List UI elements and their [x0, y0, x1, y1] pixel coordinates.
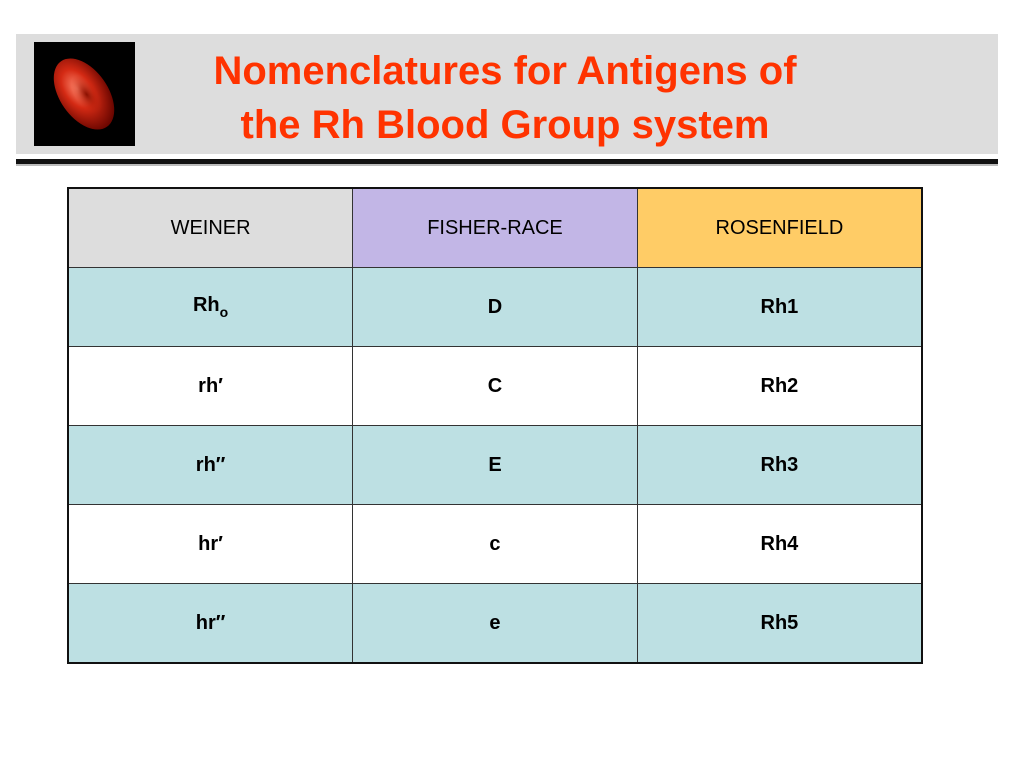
- weiner-cell: hr′: [68, 505, 353, 584]
- weiner-cell: [68, 268, 353, 347]
- header-divider-shadow: [16, 164, 998, 166]
- table-row: [68, 347, 922, 426]
- nomenclature-table: [67, 187, 923, 664]
- table-header-row: [68, 188, 922, 268]
- weiner-value: Rh: [192, 294, 220, 316]
- rosenfield-cell: Rh4: [637, 505, 922, 584]
- title-line-1: Nomenclatures for Antigens of: [213, 49, 797, 93]
- fisher-race-cell: e: [353, 584, 638, 664]
- table-row: [68, 426, 922, 505]
- fisher-race-cell: c: [353, 505, 638, 584]
- fisher-race-cell: C: [353, 347, 638, 426]
- column-header-rosenfield: ROSENFIELD: [637, 188, 922, 268]
- column-header-weiner: WEINER: [68, 188, 353, 268]
- red-blood-cell-icon: [34, 42, 135, 146]
- fisher-race-cell: E: [353, 426, 638, 505]
- fisher-race-cell: D: [353, 268, 638, 347]
- rosenfield-cell: Rh1: [637, 268, 922, 347]
- page-title: [140, 44, 870, 152]
- weiner-subscript: o: [219, 304, 229, 320]
- weiner-cell: hr″: [68, 584, 353, 664]
- weiner-cell: rh′: [68, 347, 353, 426]
- rosenfield-cell: Rh2: [637, 347, 922, 426]
- table-row: [68, 505, 922, 584]
- title-line-2: the Rh Blood Group system: [240, 103, 770, 147]
- table-row: [68, 584, 922, 664]
- rosenfield-cell: Rh3: [637, 426, 922, 505]
- weiner-cell: rh″: [68, 426, 353, 505]
- rosenfield-cell: Rh5: [637, 584, 922, 664]
- table-row: [68, 268, 922, 347]
- column-header-fisher-race: FISHER-RACE: [353, 188, 638, 268]
